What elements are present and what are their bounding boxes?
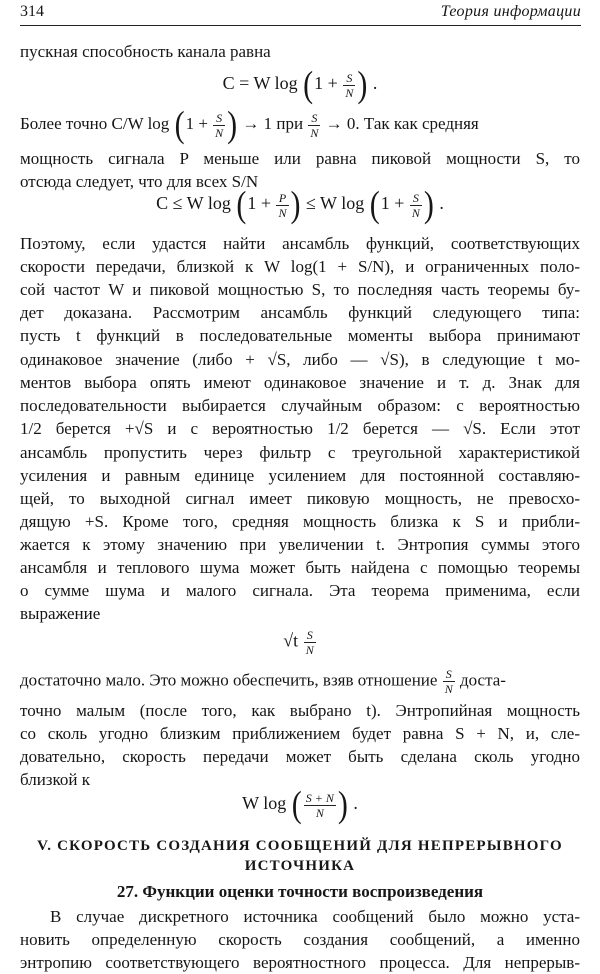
p3-line: скорости передачи, близкой к W log(1 + S/N), и ограниченных поло- xyxy=(20,257,580,276)
eq4-num: S + N xyxy=(305,790,334,805)
eq3-den: N xyxy=(305,643,314,657)
eq2-num-a: P xyxy=(276,191,288,206)
p3-line: одинаковое значение (либо + √S, либо — √S), в следующие t мо- xyxy=(20,350,580,369)
p3-line: о сумме шума и малого сигнала. Эта теорема применима, если xyxy=(20,581,580,600)
eq2-fraction-a xyxy=(276,191,288,220)
p4-line: точно малым (после того, как выбрано t). Энтропийная мощность xyxy=(20,701,580,720)
eq1-one-plus: 1 + xyxy=(314,73,338,94)
p2-l1-one-plus: 1 + xyxy=(185,113,208,133)
p3-line: последовательности выбирается случайным образом: с вероятностью xyxy=(20,396,580,415)
p3-line: дящую +S. Кроме того, средняя мощность близка к S и прибли- xyxy=(20,512,580,531)
p4-l1-a: достаточно мало. Это можно обеспечить, взяв отношение xyxy=(20,670,438,690)
eq2-b: ≤ W log xyxy=(306,193,365,214)
p2-l1-fraction xyxy=(213,111,225,140)
eq2-one-plus-b: 1 + xyxy=(380,193,405,214)
paragraph-2-line-2: мощность сигнала P меньше или равна пиковой мощности S, то xyxy=(20,149,580,168)
eq2-den-b: N xyxy=(411,205,420,220)
p3-line: щей, то выходной сигнал имеет пиковую мощность, не превосхо- xyxy=(20,489,580,508)
eq3-fraction xyxy=(304,628,316,657)
p2-l1-num: S xyxy=(213,111,225,126)
equation-capacity: C = W log (1 + $\frac{S}{N}$ ) . xyxy=(222,63,378,105)
p3-line: пусть t функций в последовательные моменты выбора принимают xyxy=(20,326,580,345)
p4-l1-num: S xyxy=(443,667,455,682)
running-header xyxy=(20,3,581,23)
p3-line: ментов выбора опять имеют одинаковое значение и т. д. Знак для xyxy=(20,373,580,392)
p4-l1-b: доста- xyxy=(459,670,506,690)
p2-l1-c: → 0. Так как средняя xyxy=(325,113,479,133)
p4-line: близкой к xyxy=(20,770,91,789)
eq4-den: N xyxy=(315,805,324,820)
eq1-lhs: C = W log xyxy=(222,73,298,94)
paragraph-2-line-1: Более точно C/W log (1 + $\frac{S}{N}$ ) → 1 при $\frac{S}{N}$ → 0. Так как средняя xyxy=(20,103,479,145)
eq2-num-b: S xyxy=(410,191,422,206)
eq1-numerator: S xyxy=(343,71,355,86)
eq3-a: √t xyxy=(283,630,299,651)
eq1-fraction xyxy=(343,71,355,100)
p2-l1-num-2: S xyxy=(308,111,320,126)
section-heading-line-2: ИСТОЧНИКА xyxy=(244,858,356,874)
paragraph-2-line-3: отсюда следует, что для всех S/N xyxy=(20,172,259,191)
eq1-end: . xyxy=(372,73,378,94)
p4-l1-den: N xyxy=(444,682,453,696)
p3-line: 1/2 берется +√S и с вероятностью 1/2 берется — √S. Если этот xyxy=(20,419,580,438)
p5-line: В случае дискретного источника сообщений было можно уста- xyxy=(50,907,580,926)
equation-inequality: C ≤ W log (1 + $\frac{P}{N}$ ) ≤ W log (1 + $\frac{S}{N}$ ) . xyxy=(156,183,444,225)
eq3-num: S xyxy=(304,628,316,643)
equation-rate: W log ( $\frac{S + N}{N}$ ) . xyxy=(242,783,358,825)
eq4-fraction xyxy=(304,791,336,820)
running-title: Теория информации xyxy=(440,3,581,20)
eq4-end: . xyxy=(353,793,358,814)
p3-line: сой частот W и пиковой мощностью S, то последняя часть теоремы бу- xyxy=(20,280,580,299)
p3-line: дет доказана. Рассмотрим ансамбль функций следующего типа: xyxy=(20,303,580,322)
page-number: 314 xyxy=(20,3,44,20)
eq2-end: . xyxy=(439,193,444,214)
eq1-denominator: N xyxy=(345,85,354,100)
p3-line: жается к этому значению при увеличении t. Энтропия суммы этого xyxy=(20,535,580,554)
eq2-den-a: N xyxy=(278,205,287,220)
eq2-one-plus-a: 1 + xyxy=(247,193,271,214)
section-heading: V. СКОРОСТЬ СОЗДАНИЯ СООБЩЕНИЙ ДЛЯ НЕПРЕРЫВНОГО xyxy=(37,838,563,854)
header-rule xyxy=(20,25,581,26)
p2-l1-b: → 1 при xyxy=(242,113,304,133)
paragraph-4-line-1 xyxy=(20,667,580,696)
p4-line: довательно, скорость передачи может быть сделана сколь угодно xyxy=(20,747,580,766)
p3-line: выражение xyxy=(20,604,101,623)
p3-line: Поэтому, если удастся найти ансамбль функций, соответствующих xyxy=(20,234,580,253)
eq2-fraction-b xyxy=(410,191,422,220)
p2-l1-fraction-2 xyxy=(308,111,320,140)
p2-l1-den: N xyxy=(215,125,224,140)
paragraph-1: пускная способность канала равна xyxy=(20,42,271,61)
p2-l1-a: Более точно C/W log xyxy=(20,113,170,133)
p5-line: энтропию соответствующего вероятностного процесса. Для непрерыв- xyxy=(20,953,580,972)
equation-root xyxy=(0,628,600,657)
eq2-a: C ≤ W log xyxy=(156,193,231,214)
p4-line: со сколь угодно близким приближением будет равна S + N, и, сле- xyxy=(20,724,580,743)
p3-line: ансамбль пропустить через фильтр с треугольной характеристикой xyxy=(20,443,580,462)
p5-line: новить определенную скорость создания сообщений, а именно xyxy=(20,930,580,949)
subsection-heading: 27. Функции оценки точности воспроизведения xyxy=(116,882,484,901)
p4-l1-fraction xyxy=(443,667,455,696)
p2-l1-den-2: N xyxy=(310,125,319,140)
p3-line: усиления и равным единице усилением для постоянной составляю- xyxy=(20,466,580,485)
eq4-a: W log xyxy=(242,793,287,814)
p3-line: ансамбля и теплового шума может быть найдена с помощью теоремы xyxy=(20,558,580,577)
